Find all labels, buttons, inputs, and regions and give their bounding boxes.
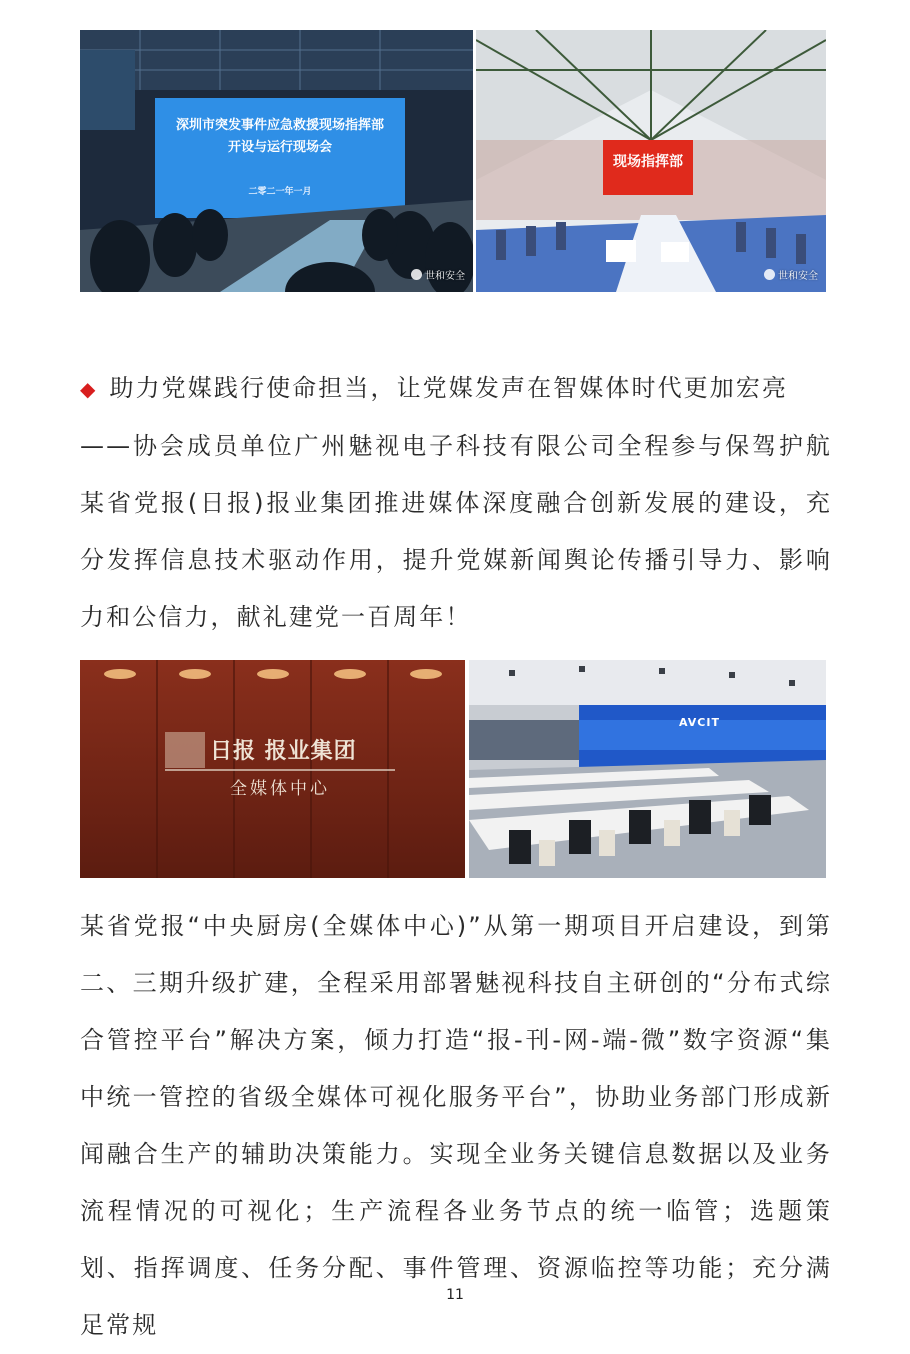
lobby-sign-main: 日报 报业集团 (210, 739, 357, 764)
page-number: 11 (446, 1287, 464, 1303)
watermark-icon (411, 269, 422, 280)
meeting-screen-date: 二零二一年一月 (248, 187, 312, 197)
section-text (80, 360, 832, 646)
tent-photo (476, 30, 826, 292)
section-body: ——协会成员单位广州魅视电子科技有限公司全程参与保驾护航某省党报(日报)报业集团推进媒体深度融合创新发展的建设，充分发挥信息技术驱动作用，提升党媒新闻舆论传播引导力、影响力和公信力，献礼建党一百周年！ (80, 432, 832, 631)
paragraph-2: 某省党报“中央厨房(全媒体中心)”从第一期项目开启建设，到第二、三期升级扩建，全程采用部署魅视科技自主研创的“分布式综合管控平台”解决方案，倾力打造“报-刊-网-端-微”数字资源“集中统一管控的省级全媒体可视化服务平台”，协助业务部门形成新闻融合生产的辅助决策能力。实现全业务关键信息数据以及业务流程情况的可视化；生产流程各业务节点的统一临管；选题策划、指挥调度、任务分配、事件管理、资源临控等功能；充分满足常规 (80, 912, 832, 1339)
watermark-icon (764, 269, 775, 280)
meeting-screen-text (155, 115, 405, 203)
lobby-sign-sub: 全媒体中心 (230, 779, 330, 799)
meeting-screen-line2: 开设与运行现场会 (227, 140, 332, 155)
diamond-bullet-icon: ◆ (80, 377, 98, 401)
control-room-brand: AVCIT (679, 716, 720, 729)
section-heading-text: 助力党媒践行使命担当，让党媒发声在智媒体时代更加宏亮 (109, 374, 789, 402)
control-room-photo (469, 660, 826, 878)
tent-banner: 现场指挥部 (613, 154, 683, 170)
meeting-watermark-text: 世和安全 (425, 271, 465, 282)
meeting-photo (80, 30, 473, 292)
tent-watermark-text: 世和安全 (778, 271, 818, 282)
lobby-photo (80, 660, 465, 878)
meeting-watermark (411, 267, 465, 282)
section-heading (80, 360, 832, 418)
tent-watermark (764, 267, 818, 282)
meeting-screen-line1: 深圳市突发事件应急救援现场指挥部 (175, 118, 384, 133)
